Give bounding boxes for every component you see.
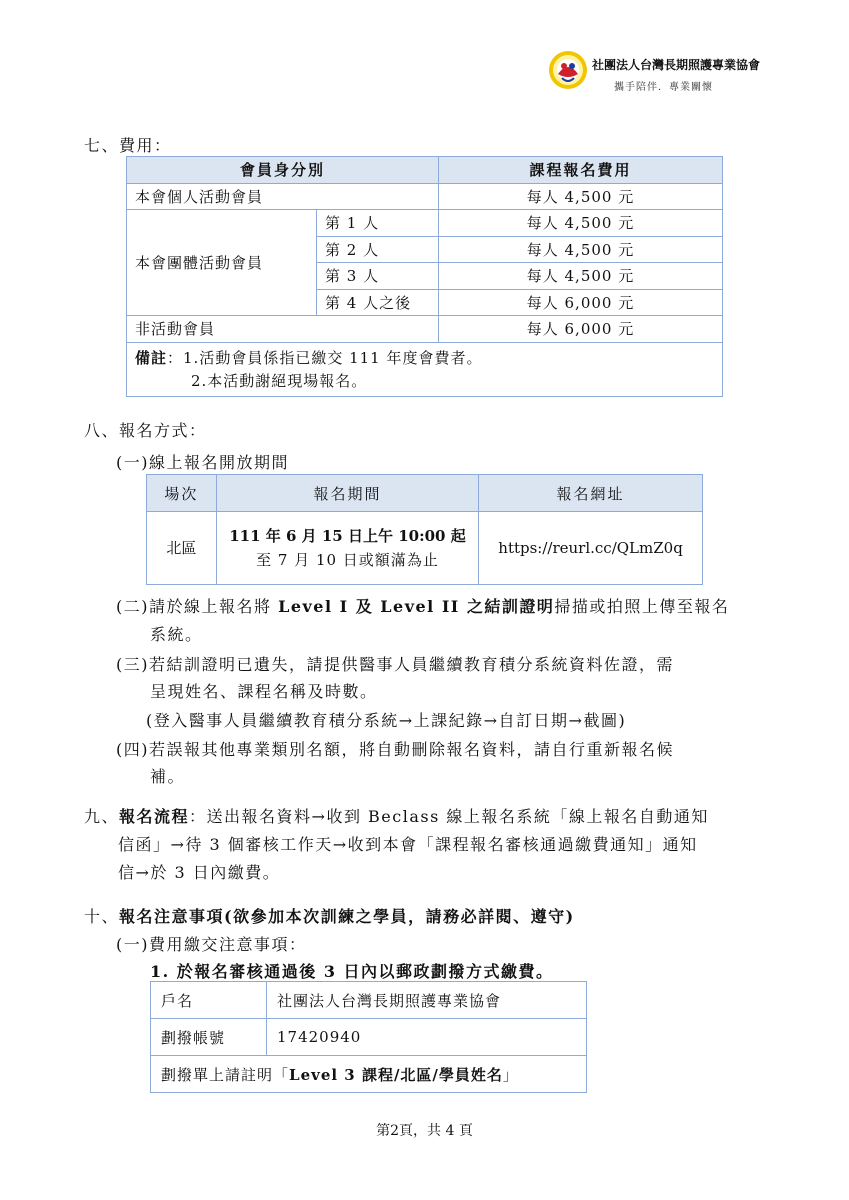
section-10-item-1: (一)費用繳交注意事項： [116, 935, 307, 954]
item-2-text-post: 掃描或拍照上傳至報名 [554, 597, 730, 616]
reg-url: https://reurl.cc/QLmZ0q [479, 512, 703, 585]
reg-period-line-1: 111 年 6 月 15 日上午 10:00 起 [229, 527, 466, 545]
section-9-line-1 [84, 804, 709, 827]
individual-member-label: 本會個人活動會員 [127, 183, 439, 210]
fee-note [127, 342, 723, 396]
nonmember-fee: 每人 6,000 元 [439, 316, 723, 343]
item-2-text-pre: (二)請於線上報名將 [116, 597, 279, 616]
section-10-heading-text: 報名注意事項(欲參加本次訓練之學員，請務必詳閱、遵守) [119, 907, 575, 926]
section-7-heading: 七、費用： [84, 136, 172, 155]
section-9-number: 九、 [84, 807, 120, 826]
section-10-number: 十、 [84, 907, 120, 926]
section-9-heading: 報名流程 [119, 807, 190, 826]
note-label: 備註 [135, 348, 168, 367]
org-name: 社團法人台灣長期照護專業協會 [592, 58, 761, 72]
section-8-item-2-line-2: 系統。 [150, 625, 203, 644]
registration-table-header [147, 475, 703, 512]
remark-bold: Level 3 課程/北區/學員姓名 [289, 1065, 503, 1084]
group-rank-label: 第 2 人 [317, 236, 439, 263]
org-slogan: 攜手陪伴．專業關懷 [614, 82, 713, 93]
section-8-heading: 八、報名方式： [84, 421, 207, 440]
group-rank-label: 第 4 人之後 [317, 289, 439, 316]
table-row [151, 1056, 587, 1093]
reg-period-line-2: 至 7 月 10 日或額滿為止 [256, 551, 439, 569]
page-number: 第2頁，共 4 頁 [376, 1123, 473, 1139]
note-line-1: ：1.活動會員係指已繳交 111 年度會費者。 [167, 348, 483, 367]
registration-table [146, 474, 703, 585]
account-number-value: 17420940 [267, 1019, 587, 1056]
section-8-item-1: (一)線上報名開放期間 [116, 453, 289, 472]
section-10-sub-1: 1. 於報名審核通過後 3 日內以郵政劃撥方式繳費。 [150, 962, 554, 981]
group-rank-label: 第 3 人 [317, 263, 439, 290]
reg-region: 北區 [147, 512, 217, 585]
account-number-label: 劃撥帳號 [151, 1019, 267, 1056]
nonmember-label: 非活動會員 [127, 316, 439, 343]
table-row [127, 183, 723, 210]
payment-account-table [150, 981, 587, 1093]
remark-post: 」 [502, 1065, 519, 1084]
reg-period [216, 512, 478, 585]
section-8-item-3-line-1: (三)若結訓證明已遺失，請提供醫事人員繼續教育積分系統資料佐證，需 [116, 655, 674, 674]
reg-col-period: 報名期間 [216, 475, 478, 512]
section-8-item-2 [116, 594, 729, 617]
group-rank-fee: 每人 4,500 元 [439, 210, 723, 237]
fee-col-fee: 課程報名費用 [439, 157, 723, 184]
table-row [147, 512, 703, 585]
reg-col-session: 場次 [147, 475, 217, 512]
section-8-item-3-line-3: (登入醫事人員繼續教育積分系統→上課紀錄→自訂日期→截圖) [146, 711, 627, 730]
table-row [151, 982, 587, 1019]
remark-pre: 劃撥單上請註明「 [161, 1065, 290, 1084]
page-header [548, 48, 798, 100]
table-row [127, 210, 723, 237]
section-9-line-3: 信→於 3 日內繳費。 [118, 863, 281, 882]
group-rank-fee: 每人 4,500 元 [439, 263, 723, 290]
fee-note-row [127, 342, 723, 396]
group-rank-fee: 每人 4,500 元 [439, 236, 723, 263]
section-8-item-4-line-1: (四)若誤報其他專業類別名額，將自動刪除報名資料，請自行重新報名候 [116, 740, 674, 759]
individual-member-fee: 每人 4,500 元 [439, 183, 723, 210]
fee-table-header [127, 157, 723, 184]
section-10-heading [84, 904, 575, 927]
section-8-item-4-line-2: 補。 [150, 767, 186, 786]
fee-col-membership: 會員身分別 [127, 157, 439, 184]
account-name-label: 戶名 [151, 982, 267, 1019]
payment-remark [151, 1056, 587, 1093]
reg-col-url: 報名網址 [479, 475, 703, 512]
fee-table [126, 156, 723, 397]
association-logo-icon [548, 50, 588, 90]
table-row [151, 1019, 587, 1056]
item-2-text-bold: Level I 及 Level II 之結訓證明 [278, 597, 555, 616]
account-name-value: 社團法人台灣長期照護專業協會 [267, 982, 587, 1019]
section-9-text-1: ：送出報名資料→收到 Beclass 線上報名系統「線上報名自動通知 [189, 807, 709, 826]
table-row [127, 316, 723, 343]
group-rank-fee: 每人 6,000 元 [439, 289, 723, 316]
group-rank-label: 第 1 人 [317, 210, 439, 237]
section-8-item-3-line-2: 呈現姓名、課程名稱及時數。 [150, 682, 378, 701]
note-line-2: 2.本活動謝絕現場報名。 [191, 371, 368, 390]
section-9-line-2: 信函」→待 3 個審核工作天→收到本會「課程報名審核通過繳費通知」通知 [118, 835, 698, 854]
group-member-label: 本會團體活動會員 [127, 210, 317, 316]
